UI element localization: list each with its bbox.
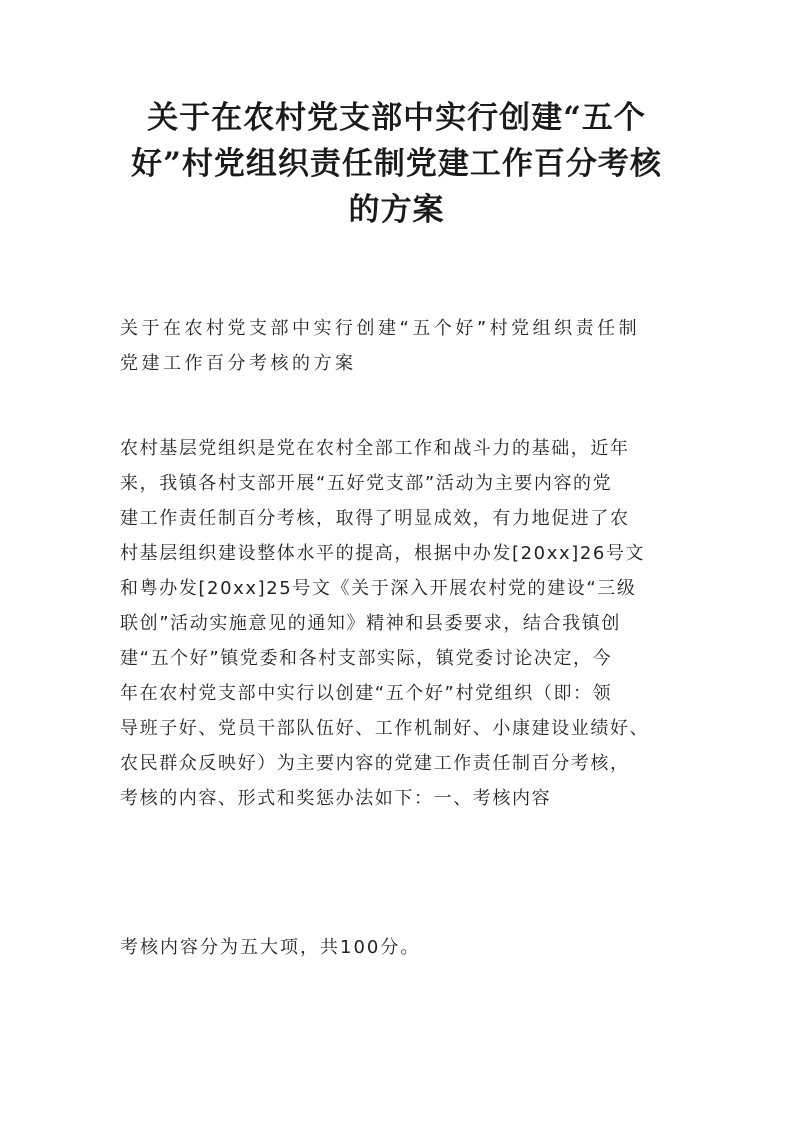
paragraph-line: 考核的内容、形式和奖惩办法如下：一、考核内容: [120, 788, 552, 809]
paragraph-line: 和粤办发[20xx]25号文《关于深入开展农村党的建设“三级: [120, 578, 637, 599]
paragraph-line: 联创”活动实施意见的通知》精神和县委要求，结合我镇创: [120, 613, 621, 634]
title-line: 关于在农村党支部中实行创建“五个: [147, 100, 646, 136]
paragraph-line: 来，我镇各村支部开展“五好党支部”活动为主要内容的党: [120, 473, 613, 494]
title-line: 好”村党组织责任制党建工作百分考核: [131, 146, 662, 182]
paragraph-line: 导班子好、党员干部队伍好、工作机制好、小康建设业绩好、: [120, 718, 650, 739]
paragraph-line: 农民群众反映好）为主要内容的党建工作责任制百分考核，: [120, 753, 630, 774]
subtitle-line: 关于在农村党支部中实行创建“五个好”村党组织责任制: [120, 318, 641, 339]
paragraph-line: 建“五个好”镇党委和各村支部实际，镇党委讨论决定，今: [120, 648, 613, 669]
paragraph-line: 年在农村党支部中实行以创建“五个好”村党组织（即：领: [120, 683, 613, 704]
scoring-paragraph: [120, 930, 680, 965]
document-subtitle: [120, 311, 680, 381]
title-line: 的方案: [348, 192, 445, 228]
paragraph-line: 建工作责任制百分考核，取得了明显成效，有力地促进了农: [120, 508, 630, 529]
subtitle-line: 党建工作百分考核的方案: [120, 353, 357, 374]
intro-paragraph: [120, 431, 680, 816]
document-title: [110, 95, 683, 233]
paragraph-line: 村基层组织建设整体水平的提高，根据中办发[20xx]26号文: [120, 543, 646, 564]
paragraph-line: 考核内容分为五大项，共100分。: [120, 937, 421, 958]
paragraph-line: 农村基层党组织是党在农村全部工作和战斗力的基础，近年: [120, 438, 630, 459]
